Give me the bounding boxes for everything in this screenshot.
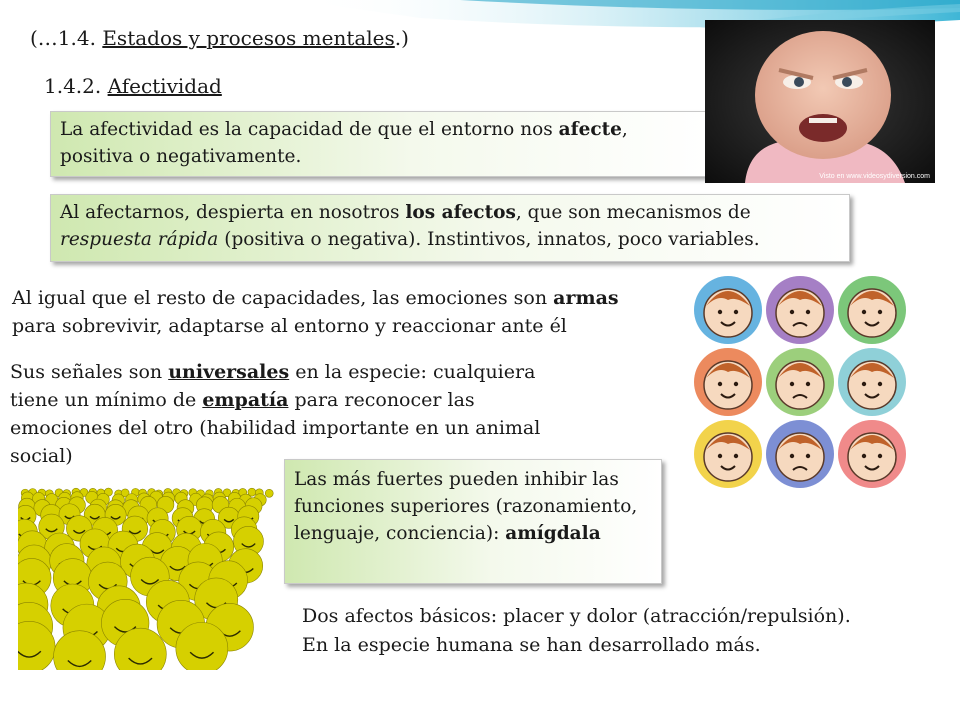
affects-italic: respuesta rápida: [60, 229, 219, 250]
section-suffix: .): [394, 26, 409, 50]
smiley-balls-image: [18, 470, 283, 670]
emotion-face: [838, 348, 906, 416]
affects-keyword: los afectos: [405, 202, 516, 223]
emotion-face: [694, 348, 762, 416]
affects-text: Al afectarnos, despierta en nosotros: [60, 202, 406, 223]
smiley-ball: [176, 622, 228, 670]
para2-keyword-universales: universales: [168, 361, 290, 383]
emotion-face: [838, 420, 906, 488]
affects-text-mid: , que son mecanismos de: [515, 202, 751, 223]
basic-affects-line1: Dos afectos básicos: placer y dolor (atracción/repulsión).: [302, 605, 851, 627]
basic-affects-paragraph: [302, 602, 922, 660]
signals-paragraph: [10, 358, 570, 470]
angry-baby-photo: [705, 20, 935, 183]
subsection-number: 1.4.2.: [44, 74, 108, 98]
emotion-face: [766, 420, 834, 488]
emotion-face: [694, 420, 762, 488]
section-heading: [30, 26, 409, 50]
definition-text: La afectividad es la capacidad de que el entorno nos: [60, 119, 559, 140]
emotion-face: [766, 348, 834, 416]
para2-text: Sus señales son: [10, 361, 169, 383]
para2-text-end: para reconocer las emociones del otro (habilidad importante en un animal social): [10, 389, 541, 467]
definition-text-end: , positiva o negativamente.: [60, 119, 628, 167]
amygdala-text: Las más fuertes pueden inhibir las funciones superiores (razonamiento, lenguaje, conciencia):: [294, 469, 638, 544]
affects-text-end: (positiva o negativa). Instintivos, innatos, poco variables.: [218, 229, 760, 250]
amygdala-box: [284, 459, 662, 584]
section-link[interactable]: Estados y procesos mentales: [102, 26, 395, 50]
emotion-face: [766, 276, 834, 344]
para1-text-end: para sobrevivir, adaptarse al entorno y reaccionar ante él: [12, 315, 567, 337]
para2-keyword-empatia: empatía: [202, 389, 289, 411]
subsection-title: Afectividad: [107, 74, 222, 98]
basic-affects-line2: En la especie humana se han desarrollado más.: [302, 634, 761, 656]
smiley-ball: [265, 489, 273, 497]
para1-text: Al igual que el resto de capacidades, las emociones son: [12, 287, 554, 309]
definition-keyword: afecte: [558, 119, 622, 140]
photo-watermark: Visto en www.videosydiversion.com: [819, 173, 930, 180]
emotions-weapons-paragraph: [12, 284, 662, 340]
emotion-face: [838, 276, 906, 344]
affects-box: [50, 194, 850, 262]
para2-text-mid: en la especie: cualquiera tiene un mínimo de: [10, 361, 536, 411]
subsection-heading: [44, 74, 222, 98]
para1-keyword: armas: [553, 287, 619, 309]
emotion-face: [694, 276, 762, 344]
section-prefix: (…1.4.: [30, 26, 103, 50]
amygdala-keyword: amígdala: [505, 523, 601, 544]
emotion-faces-grid: [690, 270, 910, 495]
definition-box: [50, 111, 710, 177]
